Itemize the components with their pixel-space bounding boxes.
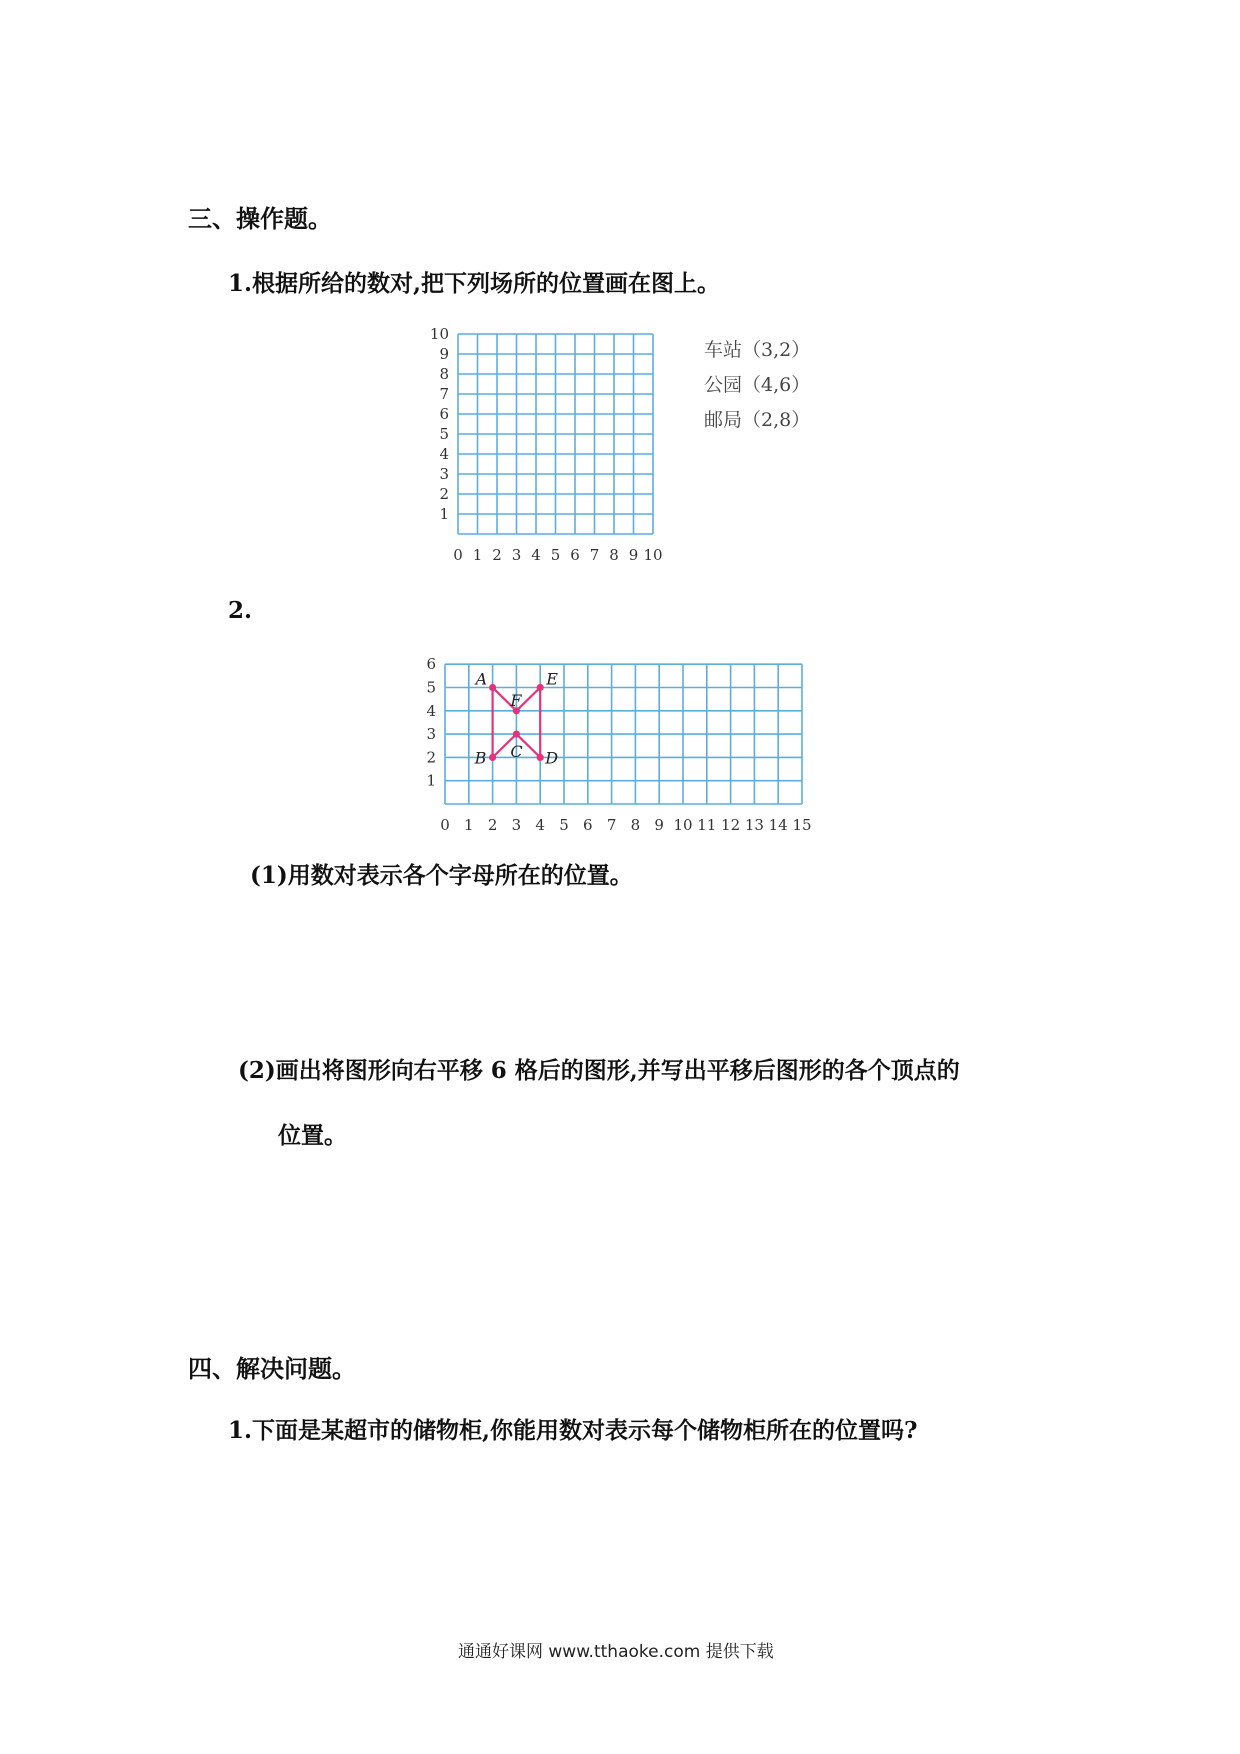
- y-tick-label: 4: [439, 445, 449, 463]
- point-label-b: B: [474, 748, 487, 768]
- y-tick-label: 6: [439, 405, 449, 423]
- x-tick-label: 7: [606, 816, 617, 834]
- x-tick-label: 10: [673, 816, 693, 834]
- x-tick-label: 9: [628, 546, 639, 564]
- x-tick-label: 11: [697, 816, 717, 834]
- x-tick-label: 2: [487, 816, 498, 834]
- y-tick-label: 10: [429, 325, 449, 343]
- y-tick-label: 4: [426, 701, 436, 720]
- y-tick-label: 5: [439, 425, 449, 443]
- legend-park: 公园（4,6）: [704, 374, 811, 396]
- y-tick-label: 2: [426, 748, 436, 767]
- x-tick-label: 15: [792, 816, 812, 834]
- point-d: [537, 754, 544, 761]
- y-tick-label: 7: [439, 385, 449, 403]
- x-tick-label: 6: [583, 816, 593, 834]
- y-tick-label: 1: [426, 771, 436, 790]
- x-tick-label: 1: [472, 546, 483, 564]
- y-tick-label: 2: [439, 485, 449, 503]
- section-4-title: 四、解决问题。: [188, 1354, 356, 1383]
- point-label-e: E: [546, 669, 558, 689]
- legend-post-office: 邮局（2,8）: [704, 409, 811, 431]
- footer-text: 通通好课网 www.tthaoke.com 提供下载: [458, 1642, 774, 1662]
- point-label-f: F: [510, 690, 522, 710]
- x-tick-label: 5: [559, 816, 569, 834]
- x-tick-label: 2: [492, 546, 502, 564]
- x-tick-label: 1: [464, 816, 474, 834]
- y-tick-label: 9: [439, 345, 449, 363]
- y-tick-label: 1: [439, 505, 449, 523]
- point-e: [537, 684, 544, 691]
- x-tick-label: 8: [630, 816, 641, 834]
- question-2-label: 2.: [228, 597, 253, 624]
- x-tick-label: 12: [721, 816, 741, 834]
- question-4-1-text: 1.下面是某超市的储物柜,你能用数对表示每个储物柜所在的位置吗?: [228, 1417, 918, 1444]
- x-tick-label: 0: [440, 816, 450, 834]
- x-tick-label: 13: [744, 816, 764, 834]
- x-tick-label: 4: [531, 546, 541, 564]
- y-tick-label: 6: [426, 655, 436, 674]
- x-tick-label: 4: [535, 816, 545, 834]
- y-tick-label: 8: [439, 365, 449, 383]
- legend-station: 车站（3,2）: [704, 339, 811, 361]
- section-3-title: 三、操作题。: [188, 204, 332, 233]
- x-tick-label: 10: [643, 546, 663, 564]
- x-tick-label: 14: [768, 816, 788, 834]
- x-tick-label: 7: [589, 546, 600, 564]
- y-tick-label: 5: [426, 678, 436, 697]
- y-tick-label: 3: [439, 465, 449, 483]
- x-tick-label: 9: [654, 816, 664, 834]
- point-label-c: C: [510, 742, 523, 762]
- question-2-sub2-line1: (2)画出将图形向右平移 6 格后的图形,并写出平移后图形的各个顶点的: [238, 1057, 960, 1084]
- x-tick-label: 5: [550, 546, 561, 564]
- question-2-sub1: (1)用数对表示各个字母所在的位置。: [250, 862, 633, 889]
- point-b: [489, 754, 496, 761]
- question-1-text: 1.根据所给的数对,把下列场所的位置画在图上。: [228, 270, 721, 297]
- x-tick-label: 0: [453, 546, 463, 564]
- point-label-d: D: [545, 748, 559, 768]
- x-tick-label: 3: [511, 816, 522, 834]
- x-tick-label: 6: [570, 546, 580, 564]
- y-tick-label: 3: [426, 725, 436, 744]
- point-a: [489, 684, 496, 691]
- point-c: [513, 731, 520, 738]
- x-tick-label: 8: [609, 546, 619, 564]
- x-tick-label: 3: [511, 546, 522, 564]
- point-label-a: A: [475, 669, 488, 689]
- question-2-sub2-line2: 位置。: [278, 1122, 347, 1149]
